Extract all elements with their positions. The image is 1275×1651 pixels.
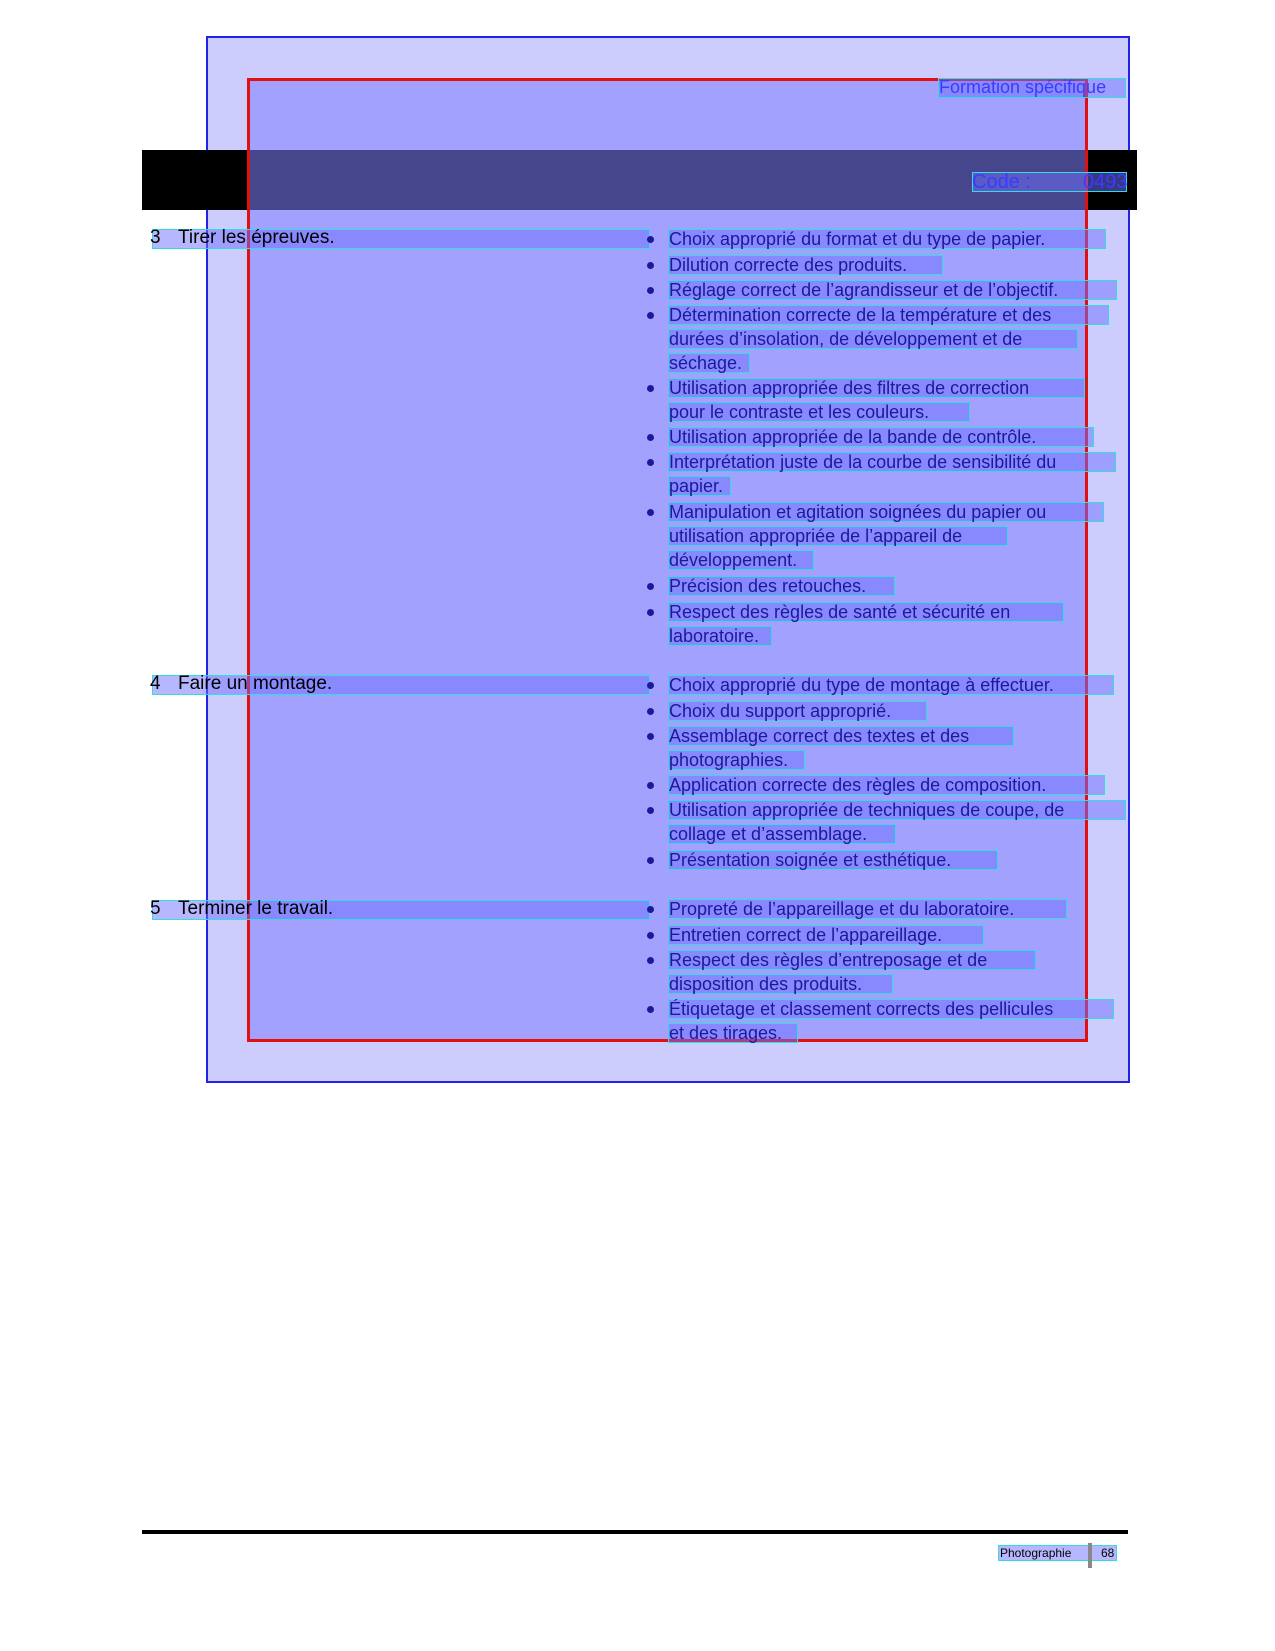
footer-rule <box>142 1530 1128 1534</box>
criterion-text: utilisation appropriée de l’appareil de <box>669 526 963 546</box>
criterion-text: Manipulation et agitation soignées du papier ou <box>669 502 1047 522</box>
criterion-text: développement. <box>669 550 798 570</box>
bullet <box>647 807 654 814</box>
criterion-text: Respect des règles de santé et sécurité en <box>669 602 1011 622</box>
footer-separator <box>1088 1543 1092 1568</box>
bullet <box>647 262 654 269</box>
bullet <box>647 957 654 964</box>
bullet <box>647 682 654 689</box>
section-title: Formation spécifique <box>939 77 1107 97</box>
task-number: 3 <box>150 227 161 248</box>
bullet <box>647 857 654 864</box>
criterion-text: Choix du support approprié. <box>669 701 892 721</box>
criterion-text: Précision des retouches. <box>669 576 867 596</box>
criterion-text: Étiquetage et classement corrects des pellicules <box>669 999 1054 1019</box>
task-number: 4 <box>150 673 161 694</box>
criterion-text: et des tirages. <box>669 1023 783 1043</box>
bullet <box>647 1006 654 1013</box>
criterion-text: Utilisation appropriée de techniques de coupe, de <box>669 800 1065 820</box>
bullet <box>647 287 654 294</box>
criterion-text: Détermination correcte de la température et des <box>669 305 1052 325</box>
bullet <box>647 583 654 590</box>
criterion-text: photographies. <box>669 750 789 770</box>
bullet <box>647 609 654 616</box>
criterion-text: durées d’insolation, de développement et de <box>669 329 1023 349</box>
criterion-text: pour le contraste et les couleurs. <box>669 402 930 422</box>
criterion-text: Application correcte des règles de composition. <box>669 775 1047 795</box>
criterion-text: Utilisation appropriée des filtres de correction <box>669 378 1030 398</box>
criterion-text: Dilution correcte des produits. <box>669 255 908 275</box>
task-label: Faire un montage. <box>178 673 333 694</box>
criterion-text: papier. <box>669 476 724 496</box>
task-label: Terminer le travail. <box>178 898 334 919</box>
bullet <box>647 312 654 319</box>
bullet <box>647 459 654 466</box>
criterion-text: Choix approprié du type de montage à effectuer. <box>669 675 1054 695</box>
code-label: Code : <box>972 171 1031 193</box>
bullet <box>647 782 654 789</box>
criterion-text: Réglage correct de l’agrandisseur et de l’objectif. <box>669 280 1059 300</box>
criterion-text: Assemblage correct des textes et des <box>669 726 970 746</box>
bullet <box>647 708 654 715</box>
criterion-text: Présentation soignée et esthétique. <box>669 850 952 870</box>
criterion-text: Choix approprié du format et du type de papier. <box>669 229 1046 249</box>
task-label: Tirer les épreuves. <box>178 227 335 248</box>
criterion-text: disposition des produits. <box>669 974 863 994</box>
criterion-text: Utilisation appropriée de la bande de contrôle. <box>669 427 1037 447</box>
criterion-text: collage et d’assemblage. <box>669 824 868 844</box>
bullet <box>647 434 654 441</box>
page-number: 68 <box>1101 1546 1115 1560</box>
task-number: 5 <box>150 898 161 919</box>
bullet <box>647 932 654 939</box>
bullet <box>647 509 654 516</box>
criterion-text: Interprétation juste de la courbe de sensibilité du <box>669 452 1057 472</box>
bullet <box>647 236 654 243</box>
criterion-text: Propreté de l’appareillage et du laboratoire. <box>669 899 1015 919</box>
criterion-text: séchage. <box>669 353 743 373</box>
bullet <box>647 733 654 740</box>
criterion-text: Respect des règles d’entreposage et de <box>669 950 988 970</box>
bullet <box>647 906 654 913</box>
criterion-text: laboratoire. <box>669 626 760 646</box>
code-value: 0493 <box>1083 171 1128 193</box>
criterion-text: Entretien correct de l’appareillage. <box>669 925 943 945</box>
footer-title: Photographie <box>1000 1546 1072 1560</box>
bullet <box>647 385 654 392</box>
